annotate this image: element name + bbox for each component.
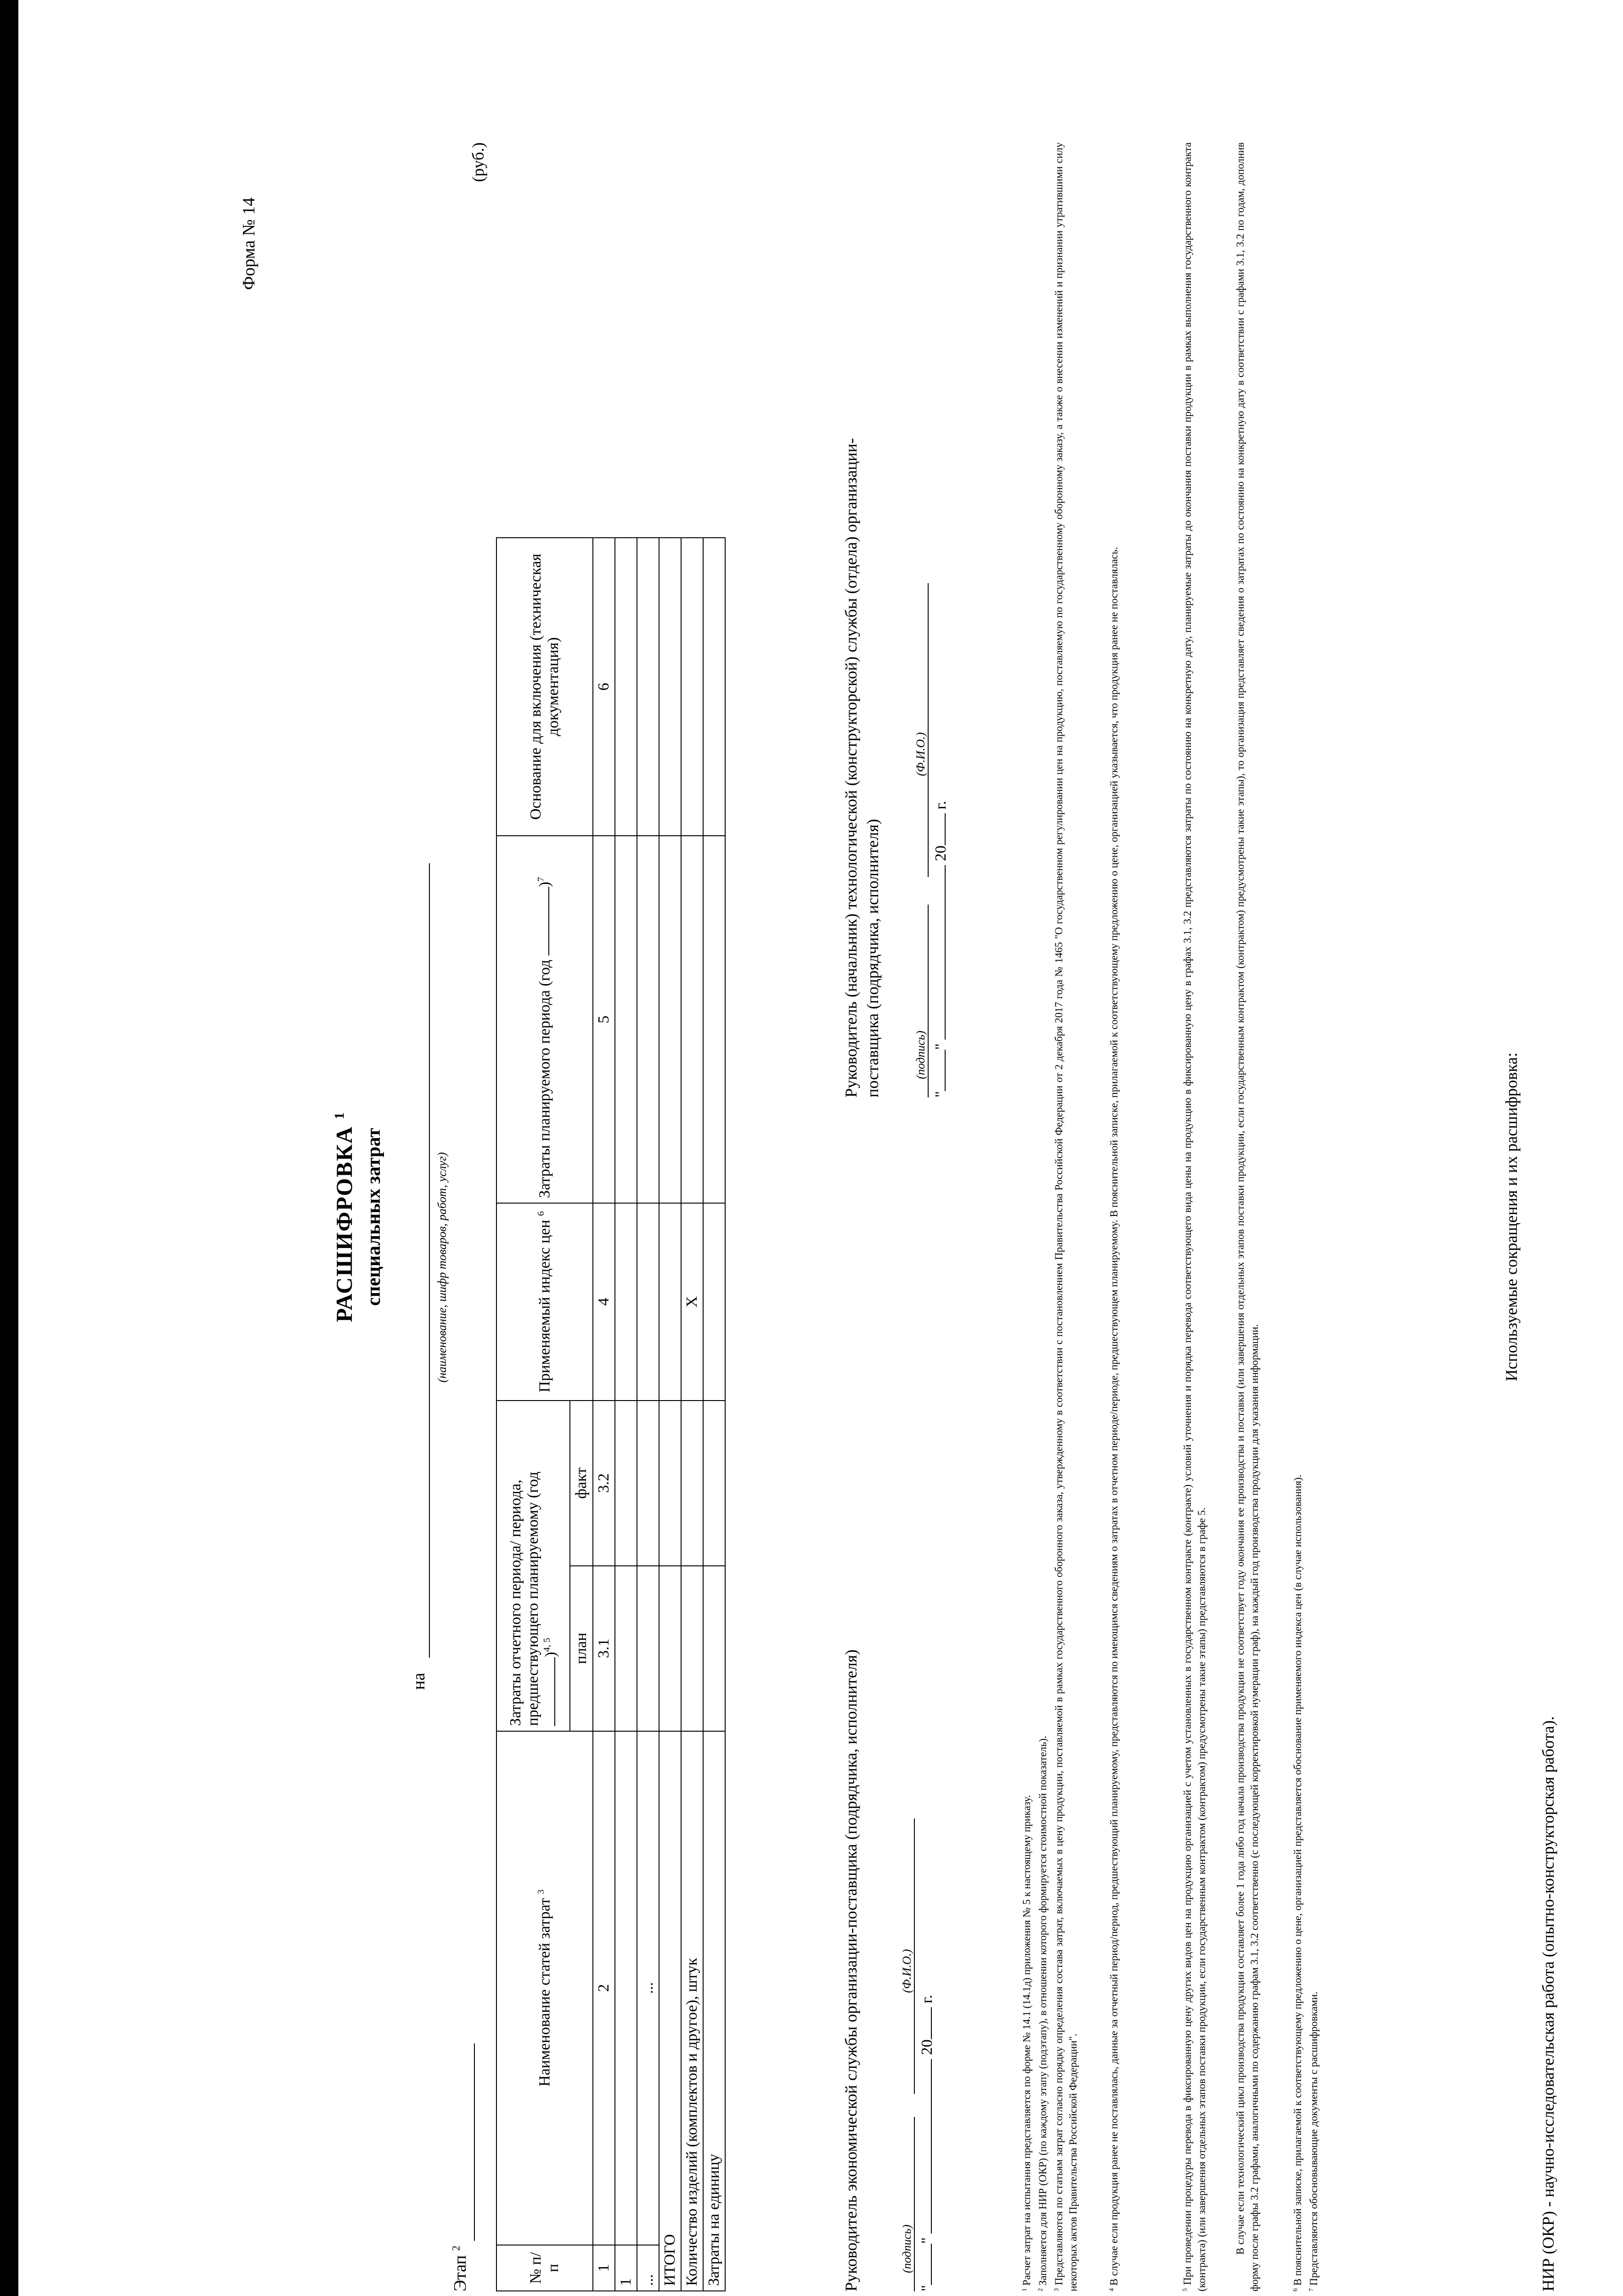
- col-name-header: Наименование статей затрат $^3$: [496, 1731, 593, 2245]
- footnote-4: $^4$ В случае если продукция ранее не поставлялась, данные за отчетный период/период, предшествующий планируемому, представляются по имеющимся сведениям о затратах в отчетном периоде/периоде, предшествующем планируемому. В пояснительной записке, прилагаемой к соответствующему предложению о цене, организацией указывается, что продукция ранее не поставлялась.: [1108, 547, 1120, 2291]
- total-row: [659, 143, 681, 2291]
- technical-head-date: "" 20 г.: [932, 801, 949, 1097]
- abbreviations-title: Используемые сокращения и их расшифровка:: [1502, 1052, 1521, 1382]
- table-row: [615, 143, 637, 2291]
- col-plan-header: план: [570, 1566, 593, 1731]
- currency-unit: (руб.): [469, 142, 487, 182]
- economic-head-title: Руководитель экономической службы организации-поставщика (подрядчика, исполнителя): [842, 1649, 860, 2291]
- unit-cost-row: [703, 143, 725, 2291]
- row-name: ...: [637, 1731, 659, 2245]
- col-num-3-2: 3.2: [593, 1401, 615, 1566]
- unit-cost-label: Затраты на единицу: [703, 1731, 725, 2291]
- footnote-5-continued: В случае если технологический цикл производства продукции составляет более 1 года либо год начала производства продукции не соответствует году окончания ее производства и поставки (или завершения отдельных этапов поставки продукции, если государственным контрактом (контрактом) предусмотрены такие этапы), то организация представляет сведения о затратах по состоянию на конкретную дату в соответствии с графами 3.1, 3.2 по годам, дополнив форму после графы 3.2 графами, аналогичными по содержанию графам 3.1, 3.2 соответственно (с последующей корректировкой нумерации граф), на каждый год производства продукции для указания информации.: [1234, 142, 1261, 2291]
- col-previous-period-header: Затраты отчетного периода/ периода, предшествующего планируемому (год )$^{4, 5}$: [496, 1401, 570, 1731]
- col-num-6: 6: [593, 538, 615, 836]
- subject-caption: (наименование, шифр товаров, работ, услуг): [435, 1152, 449, 1383]
- economic-head-sign-caption: (подпись): [900, 2224, 913, 2273]
- row-number: 1: [615, 2245, 637, 2291]
- col-num-4: 4: [593, 1203, 615, 1401]
- economic-head-name-line: [914, 1818, 915, 2094]
- col-num-5: 5: [593, 836, 615, 1203]
- subject-fill-line: [429, 863, 430, 1658]
- economic-head-fio-caption: (Ф.И.О.): [900, 1949, 913, 1993]
- scan-edge-left: [0, 0, 18, 2296]
- technical-head-signature-line: [928, 905, 929, 1097]
- document-subtitle: специальных затрат: [363, 1128, 384, 1306]
- footnote-7: $^7$ Представляются обосновывающие документы с расшифровками.: [1307, 1992, 1319, 2291]
- footnote-3: $^3$ Представляются по статьям затрат согласно порядку определения состава затрат, включаемых в цену продукции, поставляемой в рамках государственного оборонного заказа, утвержденному в соответствии с постановлением Правительства Российской Федерации от 2 декабря 2017 года № 1465 "О государственном регулировании цен на продукцию, поставляемую по государственному оборонному заказу, а также о внесении изменений и признании утратившими силу некоторых актов Правительства Российской Федерации".: [1053, 142, 1079, 2291]
- col-num-1: 1: [593, 2245, 615, 2291]
- economic-head-date: "" 20 г.: [919, 1995, 935, 2291]
- technical-head-fio-caption: (Ф.И.О.): [914, 732, 927, 776]
- economic-head-signature-line: [914, 2117, 915, 2291]
- quantity-index-mark: X: [681, 1203, 703, 1401]
- footnote-5: $^5$ При проведении процедуры перевода в фиксированную цену других видов цен на продукцию организацией с учетом установленных в государственном контракте (контракте) условий уточнения и порядка перевода соответствующего вида цены на продукцию в фиксированную цену в графах 3.1, 3.2 представляются затраты по состоянию на конкретную дату, планируемые затраты до окончания поставки продукции в рамках выполнения государственного контракта (контракта) (или завершения отдельных этапов поставки продукции, если государственным контрактом (контрактом) предусмотрены такие этапы) представляются в графе 5.: [1181, 142, 1208, 2291]
- quantity-row: [681, 143, 703, 2291]
- form-number: Форма № 14: [239, 197, 259, 290]
- stage-fill-line: [474, 2043, 475, 2241]
- col-num-2: 2: [593, 1731, 615, 2245]
- col-price-index-header: Применяемый индекс цен $^6$: [496, 1203, 593, 1401]
- row-number: ...: [637, 2245, 659, 2291]
- footnote-2: $^2$ Заполняется для НИР (ОКР) (по каждому этапу (подэтапу), в отношении которого формируется стоимостной показатель).: [1037, 1735, 1048, 2291]
- technical-head-name-line: [928, 583, 929, 877]
- col-basis-header: Основание для включения (техническая документация): [496, 538, 593, 836]
- total-label: ИТОГО: [659, 1731, 681, 2291]
- abbreviation-item: НИР (ОКР) - научно-исследовательская работа (опытно-конструкторская работа).: [1539, 1716, 1557, 2291]
- col-fact-header: факт: [570, 1401, 593, 1566]
- col-num-3-1: 3.1: [593, 1566, 615, 1731]
- technical-head-title: Руководитель (начальник) технологической (конструкторской) службы (отдела) организации-поставщика (подрядчика, исполнителя): [842, 438, 882, 1097]
- rotated-document: [239, 142, 1580, 2291]
- table-row: [637, 143, 659, 2291]
- subject-line: [404, 863, 432, 1690]
- technical-head-sign-caption: (подпись): [914, 1030, 927, 1079]
- quantity-label: Количество изделий (комплектов и другое), штук: [681, 1731, 703, 2291]
- cost-table: [496, 142, 726, 2291]
- col-planned-period-header: Затраты планируемого периода (год )$^7$: [496, 836, 593, 1203]
- na-label: на: [409, 1672, 428, 1690]
- stage-label: Этап $^2$: [450, 2245, 470, 2291]
- footnote-6: $^6$ В пояснительной записке, прилагаемой к соответствующему предложению о цене, организацией представляется обоснование применяемого индекса цен (в случае использования).: [1291, 1474, 1303, 2291]
- document-title: РАСШИФРОВКА $^1$: [331, 1111, 357, 1322]
- footnote-1: $^1$ Расчет затрат на испытания представляется по форме № 14.1 (14.1д) приложения № 5 к настоящему приказу.: [1020, 1795, 1032, 2291]
- col-number-header: № п/п: [496, 2245, 593, 2291]
